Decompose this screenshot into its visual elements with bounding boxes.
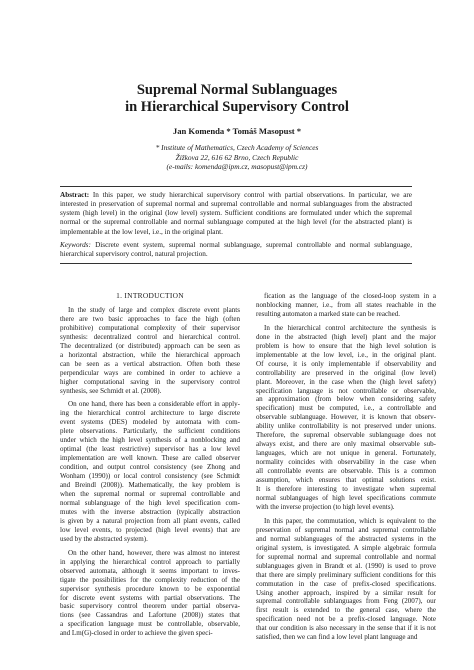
text-line: Therefore, the supremal observable sublanguage does not xyxy=(256,431,436,440)
text-line: optimal (the least restrictive) supervisor has a low level xyxy=(60,445,240,454)
text-line: plete observations. Particularly, the sufficient conditions xyxy=(60,427,240,436)
left-column xyxy=(60,292,240,638)
text-line: basic supervisory control theorem under partial observa- xyxy=(60,602,240,611)
text-line: In the study of large and complex discrete event plants xyxy=(68,305,240,314)
text-line: can be seen as a vertical abstraction. Often both these xyxy=(60,359,240,368)
authors: Jan Komenda * Tomáš Masopust * xyxy=(172,126,302,136)
text-line: implementation are well known. These are called observer xyxy=(60,454,240,463)
text-line: satisfied, then we can find a low level plant language and xyxy=(256,633,418,642)
text-line: an approximation (from below when considering safety xyxy=(256,395,436,404)
text-line: a horizontal abstraction, while the hierarchical approach xyxy=(60,350,240,359)
text-line: synthesis, see Schmidt et al. (2008). xyxy=(60,386,162,395)
text-line: and Lm(G)-closed in order to achieve the given speci- xyxy=(60,629,213,638)
text-line: languages, which are not unique in general. Fortunately, xyxy=(256,449,436,458)
text-line: low level events, to projected (high level events) that are xyxy=(60,525,240,534)
text-line: It is therefore interesting to investigate when supremal xyxy=(256,485,436,494)
text-line: synthesis: decentralized control and hierarchical control. xyxy=(60,332,240,341)
text-line: observed automata, although it seems important to inves- xyxy=(60,566,240,575)
text-line: supervisor synthesis procedure known to be exponential xyxy=(60,584,240,593)
text-line: specification need not be a prefix-closed language. Note xyxy=(256,615,436,624)
text-line: On one hand, there has been a considerable effort in apply- xyxy=(68,400,240,409)
text-line: higher computational saving in the supervisory control xyxy=(60,377,240,386)
text-line: normality coincides with observability in the case when xyxy=(256,458,436,467)
text-line: normal sublanguages of high level specifications commute xyxy=(256,493,436,502)
text-line: for discrete event systems with partial observations. The xyxy=(60,593,240,602)
text-line: condition, and output control consistency (see Zhong and xyxy=(60,463,240,472)
text-line: used by the abstracted system). xyxy=(60,534,148,543)
text-line: specification) must be computed, i.e., a controllable and xyxy=(256,404,436,413)
text-line: In this paper, the commutation, which is equivalent to the xyxy=(264,516,436,525)
text-line: and Breindl (2008)). Mathematically, the key problem is xyxy=(60,481,240,490)
text-line: is given by a natural projection from all plant events, called xyxy=(60,516,240,525)
abstract xyxy=(60,191,412,237)
text-line: sublanguages given in Brandt et al. (1990) is used to prove xyxy=(256,561,436,570)
text-line: in applying the hierarchical control approach to partially xyxy=(60,557,240,566)
text-line: perpendicular ways are combined in order to achieve a xyxy=(60,368,240,377)
abstract-text: In this paper, we study hierarchical supervisory control with partial observations. In particular, we are interested in preservation of supremal normal and supremal controllable and normal sublanguages from the abstracted system (high level) in the original (low level) system. Sufficient conditions are formulated under which the supremal normal or the supremal controllable and normal sublanguage computed at the high level (for the abstracted plant) is implementable at the low level, i.e., in the original plant. xyxy=(60,191,412,236)
text-line: On the other hand, however, there was almost no interest xyxy=(68,548,240,557)
text-line: In the hierarchical control architecture the synthesis is xyxy=(264,323,436,332)
text-line: first result is extended to the general case, where the xyxy=(256,606,436,615)
text-line: tigate the possibilities for the complexity reduction of the xyxy=(60,575,240,584)
text-line: that there are simply preliminary sufficient conditions for this xyxy=(256,570,436,579)
text-line: and normal sublanguages of the abstracted systems in the xyxy=(256,534,436,543)
keywords xyxy=(60,241,412,259)
paper-title xyxy=(40,82,434,116)
text-line: done in the abstracted (high level) plant and the major xyxy=(256,332,436,341)
text-line: commutation in the case of prefix-closed specifications. xyxy=(256,579,436,588)
abstract-label: Abstract: xyxy=(60,191,90,199)
text-line: Of course, it is only implementable if observability and xyxy=(256,359,436,368)
text-line: that our condition is also necessary in the sense that if it is not xyxy=(256,624,436,633)
affiliation xyxy=(40,143,434,172)
text-line: controllability are preserved in the original (low level) xyxy=(256,368,436,377)
text-line: under which the high level synthesis of a nonblocking and xyxy=(60,436,240,445)
text-line: a specification language must be controllable, observable, xyxy=(60,620,240,629)
section-heading: 1. INTRODUCTION xyxy=(116,291,184,300)
text-line: when the supremal normal or supremal controllable and xyxy=(60,490,240,499)
text-line: always exist, and there are only maximal observable sub- xyxy=(256,440,436,449)
text-line: implementable at the low level, i.e., in the original plant. xyxy=(256,350,436,359)
text-line: there are two basic approaches to face the high (often xyxy=(60,314,240,323)
right-column xyxy=(256,292,436,642)
text-line: with the inverse projection (to high level events). xyxy=(256,502,395,511)
text-line: Wonham (1990)) or local control consistency (see Schmidt xyxy=(60,472,240,481)
text-line: specification language is not controllable or observable, xyxy=(256,386,436,395)
text-line: for supremal normal and supremal controllable and normal xyxy=(256,552,436,561)
text-line: tions (see Cassandras and Lafortune (2008)) states that xyxy=(60,611,240,620)
text-line: supremal controllable sublanguages from Feng (2007), our xyxy=(256,597,436,606)
affiliation-line: (e-mails: komenda@ipm.cz, masopust@ipm.cz) xyxy=(166,162,308,172)
text-line: Using another approach, inspired by a similar result for xyxy=(256,588,436,597)
text-line: mutes with the inverse abstraction (typically abstraction xyxy=(60,507,240,516)
text-line: resulting automaton a marked state can be reached. xyxy=(256,309,401,318)
text-line: all controllable events are observable. This is a common xyxy=(256,467,436,476)
text-line: nonblocking manner, i.e., from all states reachable in the xyxy=(256,300,436,309)
text-line: The decentralized (or distributed) approach can be seen as xyxy=(60,341,240,350)
text-line: plant. Moreover, in the case when the (high level safety) xyxy=(256,377,436,386)
text-line: ing the hierarchical control architecture to large discrete xyxy=(60,409,240,418)
text-line: problem is how to ensure that the high level solution is xyxy=(256,341,436,350)
text-line: ability unlike controllability is not preserved under unions. xyxy=(256,422,436,431)
abstract-box xyxy=(60,186,412,264)
title-line: in Hierarchical Supervisory Control xyxy=(125,99,349,115)
text-line: assumption, which ensures that optimal solutions exist. xyxy=(256,476,436,485)
text-line: normal sublanguage of the high level specification com- xyxy=(60,498,240,507)
text-line: event systems (DES) modeled by automata with com- xyxy=(60,418,240,427)
text-line: prohibitive) computational complexity of their supervisor xyxy=(60,323,240,332)
title-line: Supremal Normal Sublanguages xyxy=(136,82,338,98)
text-line: preservation of supremal normal and supremal controllable xyxy=(256,525,436,534)
affiliation-line: * Institute of Mathematics, Czech Academy of Sciences xyxy=(155,143,319,152)
keywords-label: Keywords: xyxy=(60,240,91,249)
text-line: fication as the language of the closed-loop system in a xyxy=(264,292,436,300)
text-line: original system, is investigated. A simple algebraic formula xyxy=(256,543,436,552)
text-line: observable sublanguage. However, it is known that observ- xyxy=(256,413,436,422)
keywords-text: Discrete event system, supremal normal sublanguage, supremal controllable and normal sublanguage, hierarchical supervisory control, natural projection. xyxy=(60,240,412,258)
affiliation-line: Žižkova 22, 616 62 Brno, Czech Republic xyxy=(175,152,299,162)
